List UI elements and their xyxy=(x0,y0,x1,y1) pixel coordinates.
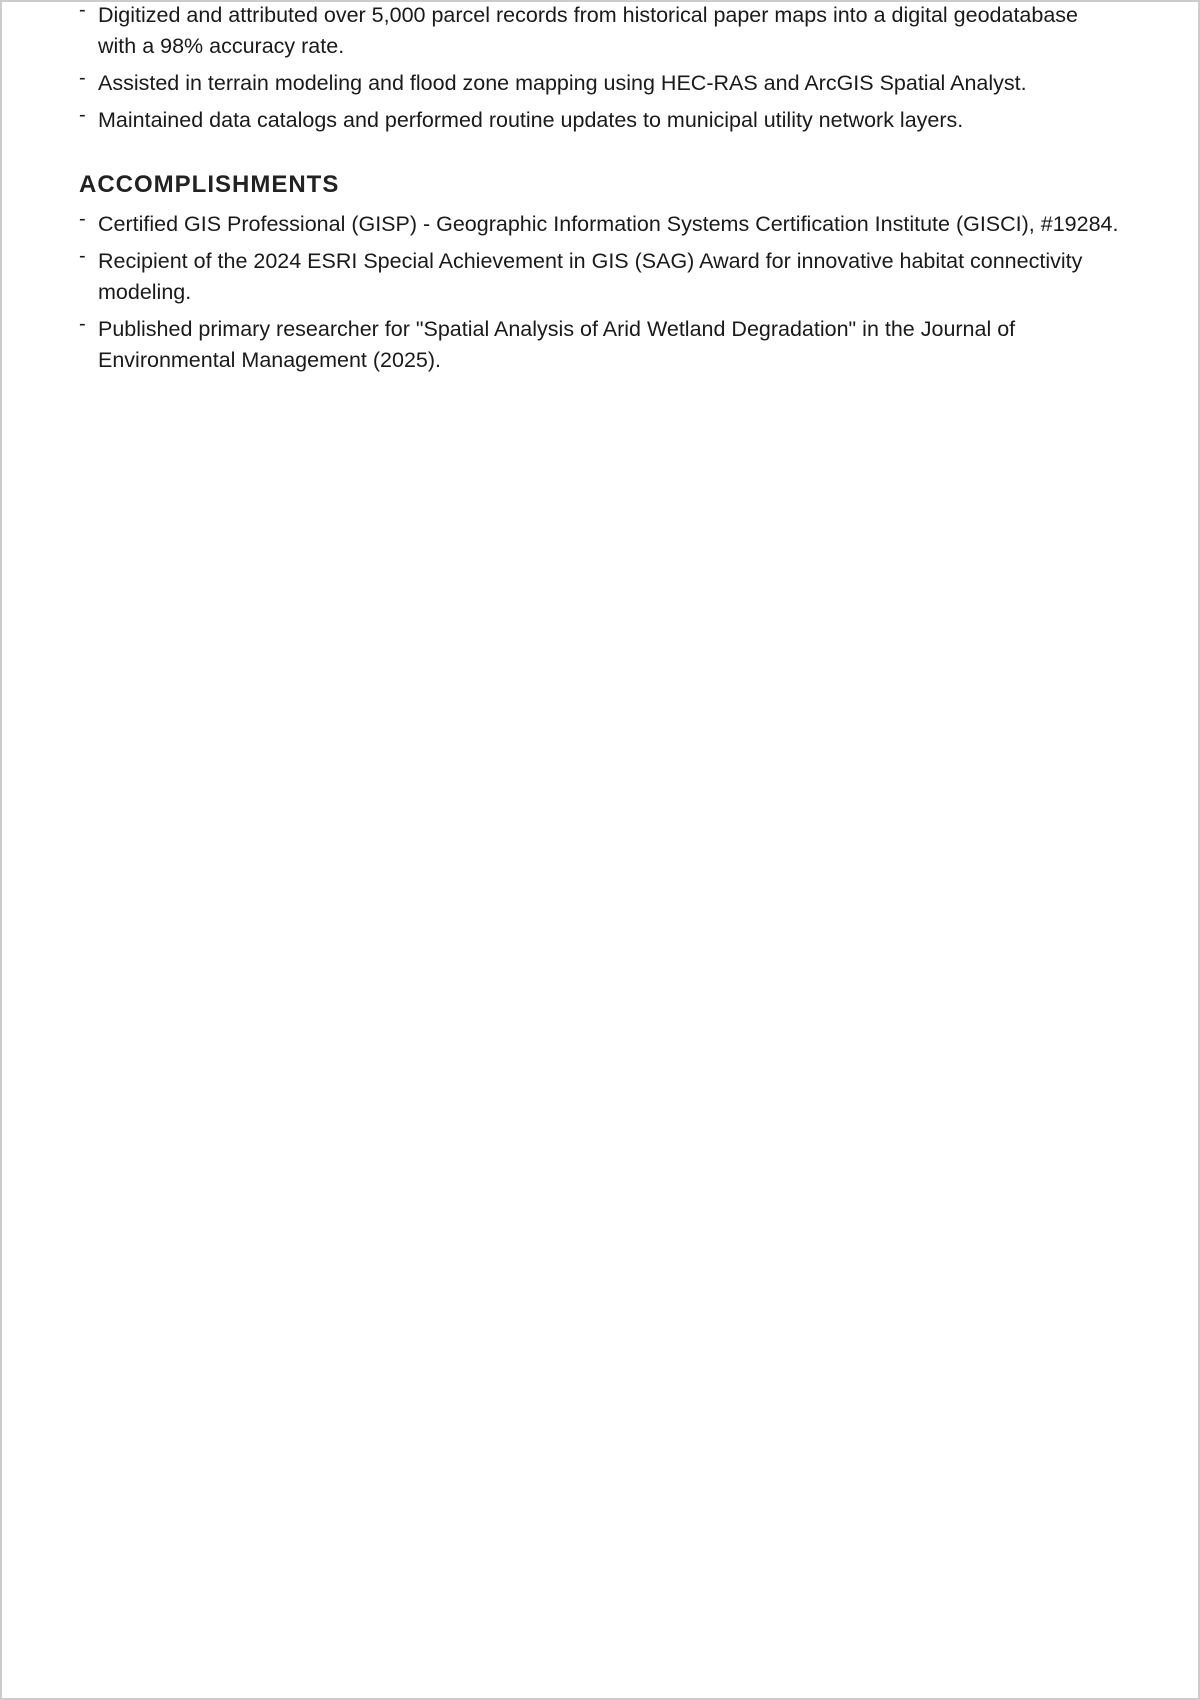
list-item xyxy=(79,209,1119,240)
bullet-text: Recipient of the 2024 ESRI Special Achievement in GIS (SAG) Award for innovative habitat connectivity modeling. xyxy=(98,249,1083,304)
bullet-dash: - xyxy=(79,104,86,126)
accomplishments-bullet-list xyxy=(79,209,1119,376)
bullet-text: Certified GIS Professional (GISP) - Geographic Information Systems Certification Institute (GISCI), #19284. xyxy=(98,212,1119,236)
bullet-text: Maintained data catalogs and performed routine updates to municipal utility network layers. xyxy=(98,108,964,132)
bullet-dash: - xyxy=(79,0,86,21)
bullet-dash: - xyxy=(79,245,86,267)
list-item xyxy=(79,0,1119,62)
resume-content xyxy=(79,0,1119,382)
bullet-text: Published primary researcher for "Spatial Analysis of Arid Wetland Degradation" in the Journal of Environmental Management (2025). xyxy=(98,317,1016,372)
bullet-text: Digitized and attributed over 5,000 parcel records from historical paper maps into a digital geodatabase with a 98% accuracy rate. xyxy=(98,3,1079,58)
section-title-accomplishments: ACCOMPLISHMENTS xyxy=(79,171,340,198)
bullet-dash: - xyxy=(79,67,86,89)
experience-bullet-list xyxy=(79,0,1119,136)
bullet-dash: - xyxy=(79,313,86,335)
bullet-dash: - xyxy=(79,208,86,230)
list-item xyxy=(79,314,1119,376)
list-item xyxy=(79,68,1119,99)
list-item xyxy=(79,246,1119,308)
list-item xyxy=(79,105,1119,136)
bullet-text: Assisted in terrain modeling and flood zone mapping using HEC-RAS and ArcGIS Spatial Analyst. xyxy=(98,71,1027,95)
